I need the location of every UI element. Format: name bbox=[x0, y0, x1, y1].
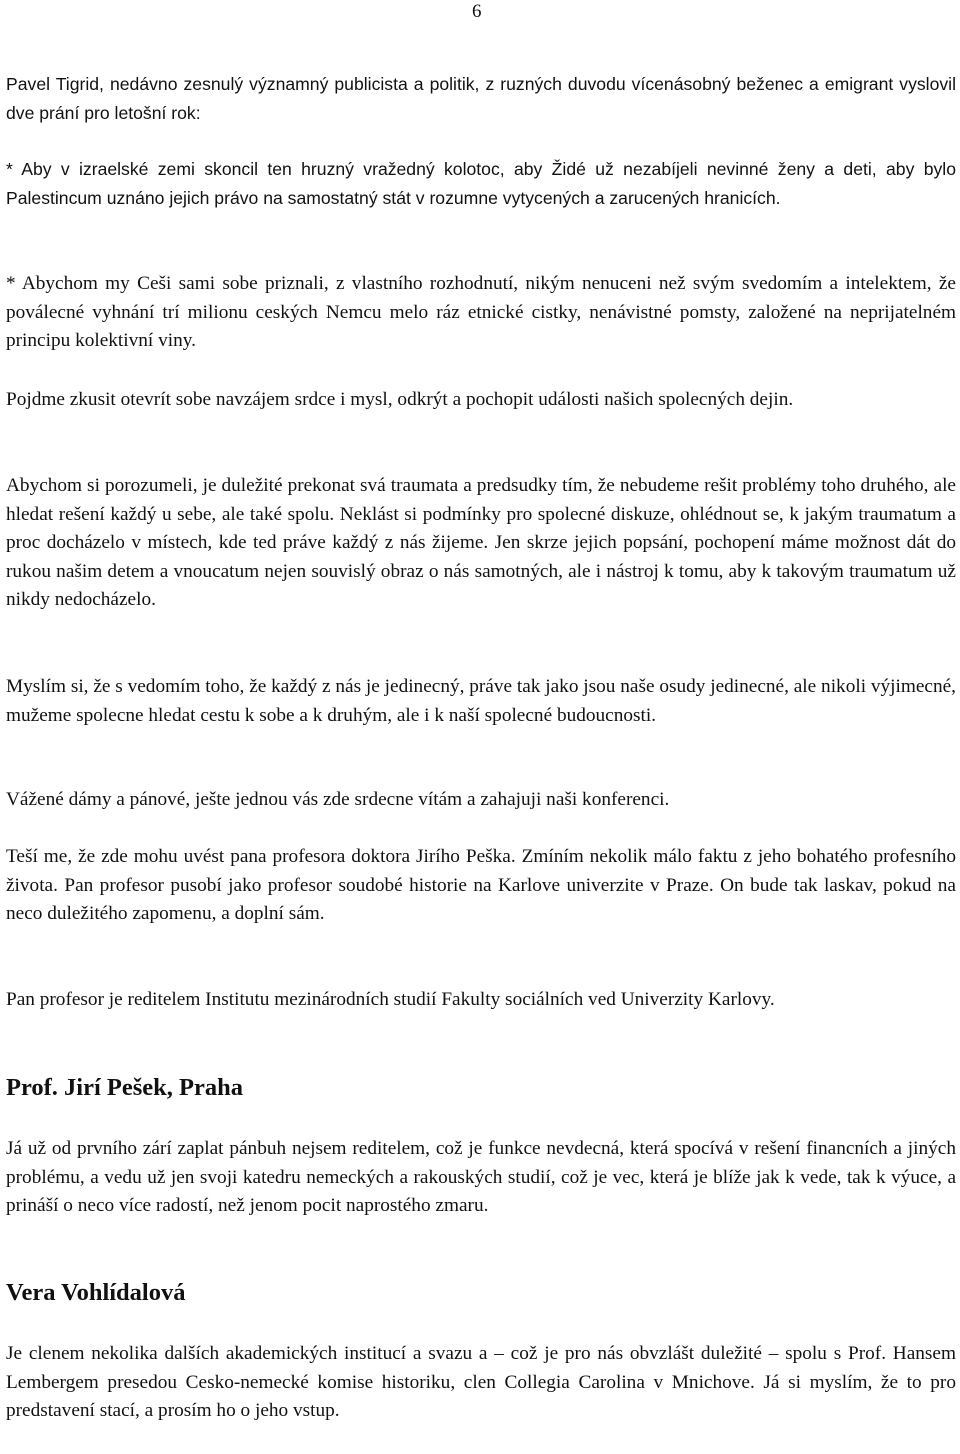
paragraph-welcome: Vážené dámy a pánové, ješte jednou vás zde srdecne vítám a zahajuji naši konferenci. bbox=[6, 789, 670, 810]
speaker-heading-pesek: Prof. Jirí Pešek, Praha bbox=[6, 1074, 244, 1101]
paragraph-vohlidalova-speech: Je clenem nekolika dalších akademických institucí a svazu a – což je pro nás obvzlášt duležité – spolu s Prof. Hansem Lembergem presedou Cesko-nemecké komise historiku, clen Collegia Carolina v Mnichove. Já si myslím, že to pro predstavení stací, a prosím ho o jeho vstup. bbox=[6, 1343, 956, 1422]
paragraph-lets-open: Pojdme zkusit otevrít sobe navzájem srdce i mysl, odkrýt a pochopit události našich spolecných dejin. bbox=[6, 389, 794, 410]
paragraph-wish-two: * Abychom my Ceši sami sobe priznali, z vlastního rozhodnutí, nikým nenuceni než svým svedomím a intelektem, že poválecné vyhnání trí milionu ceských Nemcu melo ráz etnické cistky, nenávistné pomsty, založené na neprijatelném principu kolektivní viny. bbox=[6, 273, 956, 352]
page-number: 6 bbox=[472, 1, 482, 22]
paragraph-wish-one: * Aby v izraelské zemi skoncil ten hruzný vražedný kolotoc, aby Židé už nezabíjeli nevinné ženy a deti, aby bylo Palestincum uznáno jejich právo na samostatný stát v rozumne vytycených a zarucených hranicích. bbox=[6, 159, 956, 208]
paragraph-uniqueness: Myslím si, že s vedomím toho, že každý z nás je jedinecný, práve tak jako jsou naše osudy jedinecné, ale nikoli výjimecné, mužeme spolecne hledat cestu k sobe a k druhým, ale i k naší spolecné budoucnosti. bbox=[6, 676, 956, 726]
paragraph-understanding: Abychom si porozumeli, je duležité prekonat svá traumata a predsudky tím, že nebudeme rešit problémy toho druhého, ale hledat rešení každý u sebe, ale také spolu. Neklást si podmínky pro spolecné diskuze, ohlédnout se, k jakým traumatum a proc docházelo v místech, kde ted práve každý z nás žijeme. Jen skrze jejich popsání, pochopení máme možnost dát do rukou našim detem a vnoucatum nejen souvislý obraz o nás samotných, ale i nástroj k tomu, aby k takovým traumatum už nikdy nedocházelo. bbox=[6, 475, 956, 611]
paragraph-tigrid-intro: Pavel Tigrid, nedávno zesnulý významný publicista a politik, z ruzných duvodu vícenásobný beženec a emigrant vyslovil dve prání pro letošní rok: bbox=[6, 74, 956, 123]
paragraph-introduce-professor: Teší me, že zde mohu uvést pana profesora doktora Jirího Peška. Zmíním nekolik málo faktu z jeho bohatého profesního života. Pan profesor pusobí jako profesor soudobé historie na Karlove univerzite v Praze. On bude tak laskav, pokud na neco duležitého zapomenu, a doplní sám. bbox=[6, 846, 956, 925]
speaker-heading-vohlidalova: Vera Vohlídalová bbox=[6, 1279, 186, 1306]
paragraph-pesek-speech: Já už od prvního zárí zaplat pánbuh nejsem reditelem, což je funkce nevdecná, která spocívá v rešení financních a jiných problému, a vedu už jen svoji katedru nemeckých a rakouských studií, což je vec, která je blíže jak k vede, tak k výuce, a prináší o neco více radostí, než jenom pocit naprostého zmaru. bbox=[6, 1138, 956, 1217]
paragraph-professor-director: Pan profesor je reditelem Institutu mezinárodních studií Fakulty sociálních ved Univerzity Karlovy. bbox=[6, 989, 775, 1010]
